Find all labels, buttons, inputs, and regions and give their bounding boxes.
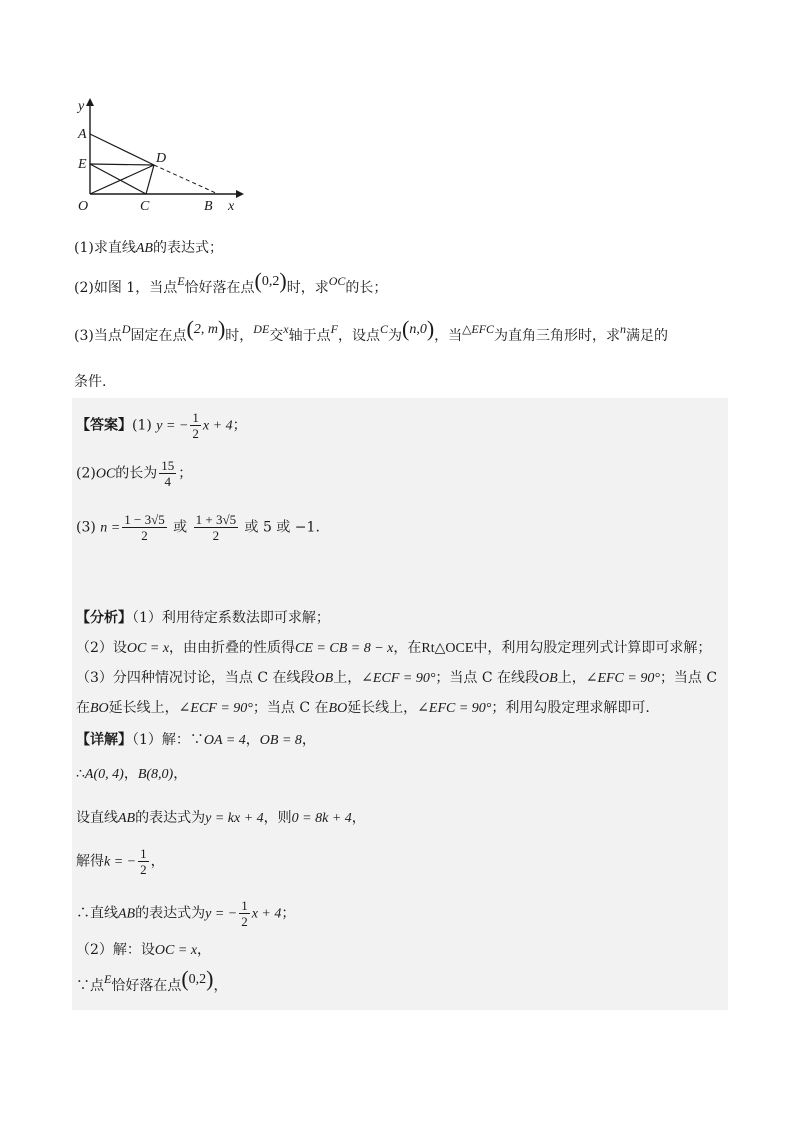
segment-dc — [146, 165, 154, 194]
analysis-2: （2）设OC = x，由由折叠的性质得CE = CB = 8 − x，在Rt△OCE中，利用勾股定理列式计算即可求解； — [76, 640, 712, 656]
answer-3: (3) n = $\frac{1 - 3√5}{2}$ 或 $\frac{1 + 3√5}{2}$ 或 5 或 −1. — [76, 512, 320, 543]
x-axis-arrow — [236, 190, 244, 198]
question-3: (3)当点D固定在点(2, m)时，DE交x轴于点F，设点C为(n,0)，当△EFC为直角三角形时，求n满足的 — [74, 316, 669, 344]
label-y: y — [78, 99, 85, 114]
y-axis-arrow — [86, 98, 94, 106]
detail-4: 解得k = − $\frac{1}{2}$ ， — [76, 846, 165, 877]
answer-2: (2)OC的长为 $\frac{15}{4}$ ； — [76, 458, 193, 489]
segment-ad — [90, 134, 154, 165]
detail-5: ∴直线AB的表达式为y = − $\frac{1}{2}$ x + 4； — [76, 898, 296, 929]
coordinate-diagram — [68, 92, 248, 222]
label-c: C — [140, 199, 150, 214]
fraction-n-value-2: $\frac{1 + 3√5}{2}$ — [195, 512, 237, 543]
label-e: E — [78, 157, 87, 172]
fraction-one-half: $\frac{1}{2}$ — [192, 410, 199, 441]
label-x: x — [228, 199, 235, 214]
segment-db-dashed — [154, 165, 218, 194]
segment-ec — [90, 164, 146, 194]
label-o: O — [78, 199, 89, 214]
question-2: (2)如图 1，当点E恰好落在点(0,2)时，求OC的长； — [74, 268, 388, 296]
segment-ed — [90, 164, 154, 165]
detail-7: ∵点E恰好落在点(0,2)， — [76, 966, 228, 994]
analysis-1: 【分析】（1）利用待定系数法即可求解； — [76, 610, 330, 626]
detail-1: 【详解】（1）解：∵OA = 4，OB = 8， — [76, 732, 316, 748]
fraction-k-value: $\frac{1}{2}$ — [140, 846, 147, 877]
fraction-slope: $\frac{1}{2}$ — [241, 898, 248, 929]
detail-6: （2）解：设OC = x， — [76, 942, 212, 958]
label-a: A — [78, 127, 87, 142]
detail-3: 设直线AB的表达式为y = kx + 4，则0 = 8k + 4， — [76, 810, 366, 826]
analysis-4: 在BO延长线上，∠ECF = 90°；当点 C 在BO延长线上，∠EFC = 90°；利用勾股定理求解即可. — [76, 700, 650, 716]
fraction-fifteen-fourths: $\frac{15}{4}$ — [161, 458, 175, 489]
geometry-figure — [68, 92, 248, 222]
label-b: B — [204, 199, 213, 214]
detail-2: ∴A(0, 4)，B(8,0)， — [76, 766, 188, 782]
question-3-continued: 条件. — [74, 374, 107, 390]
question-1: (1)求直线AB的表达式； — [74, 240, 223, 256]
fraction-n-value-1: $\frac{1 - 3√5}{2}$ — [124, 512, 165, 543]
answer-1: 【答案】(1) y = − $\frac{1}{2}$ x + 4； — [76, 410, 247, 441]
label-d: D — [156, 151, 167, 166]
analysis-3: （3）分四种情况讨论，当点 C 在线段OB上，∠ECF = 90°；当点 C 在线段OB上，∠EFC = 90°；当点 C — [76, 670, 718, 686]
